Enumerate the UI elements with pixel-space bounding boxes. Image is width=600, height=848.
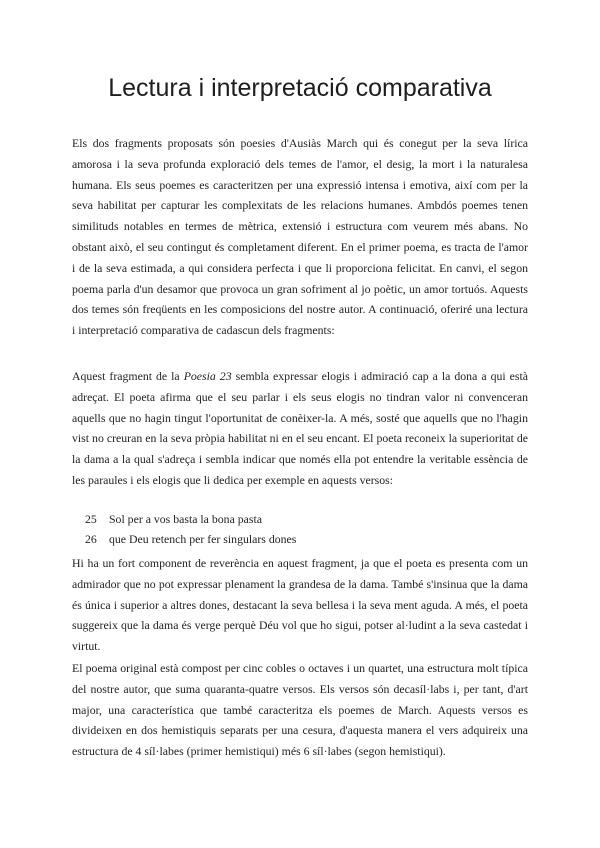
paragraph-text: sembla expressar elogis i admiració cap a la dona a qui està adreçat. El poeta afirma que el seu parlar i els seus elogis no tindran valor ni convenceran aquells que no hagin tingut l'oportunitat de conèixer-la. A més, sosté que aquells que no l'hagin vist no creuran en la seva pròpia habilitat ni en el seu encant. El poeta reconeix la superioritat de la dama a la qual s'adreça i sembla indicar que només ella pot entendre la veritable essència de les paraules i els elogis que li dedica per exemple en aquests versos:: [72, 369, 528, 487]
verse-number: 26: [85, 532, 97, 546]
page-title: Lectura i interpretació comparativa: [108, 74, 492, 102]
verse-number: 25: [85, 512, 97, 526]
paragraph-text: Aquest fragment de la: [72, 369, 184, 383]
paragraph-poesia-23: [72, 366, 528, 491]
verse-line: [85, 509, 262, 529]
verse-line: [85, 529, 296, 549]
paragraph-reverence: Hi ha un fort component de reverència en aquest fragment, ja que el poeta es presenta com un admirador que no pot expressar plenament la grandesa de la dama. També s'insinua que la dama és única i superior a altres dones, destacant la seva bellesa i la seva ment aguda. A més, el poeta suggereix que la dama és verge perquè Déu vol que ho sigui, potser al·ludint a la seva castedat i virtut.: [72, 556, 528, 654]
paragraph-structure: El poema original està compost per cinc cobles o octaves i un quartet, una estructura molt típica del nostre autor, que suma quaranta-quatre versos. Els versos són decasíl·labs i, per tant, d'art major, una característica que també caracteritza els poemes de March. Aquests versos es divideixen en dos hemistiquis separats per una cesura, d'aquesta manera el vers adquireix una estructura de 4 síl·labes (primer hemistiqui) més 6 síl·labes (segon hemistiqui).: [72, 661, 528, 759]
paragraph-intro: Els dos fragments proposats són poesies d'Ausiàs March qui és conegut per la seva lírica amorosa i la seva profunda exploració dels temes de l'amor, el desig, la mort i la naturalesa humana. Els seus poemes es caracteritzen per una expressió intensa i emotiva, així com per la seva habilitat per capturar les complexitats de les relacions humanes. Ambdós poemes tenen similituds notables en termes de mètrica, extensió i estructura com veurem més abans. No obstant això, el seu contingut és completament diferent. En el primer poema, es tracta de l'amor i de la seva estimada, a qui considera perfecta i que li proporciona felicitat. En canvi, el segon poema parla d'un desamor que provoca un gran sofriment al jo poètic, un amor tortuós. Aquests dos temes són freqüents en les composicions del nostre autor. A continuació, oferiré una lectura i interpretació comparativa de cadascun dels fragments:: [72, 136, 528, 338]
poem-title: Poesia 23: [183, 369, 232, 383]
verse-text: Sol per a vos basta la bona pasta: [109, 512, 262, 526]
verse-text: que Deu retench per fer singulars dones: [109, 532, 297, 546]
